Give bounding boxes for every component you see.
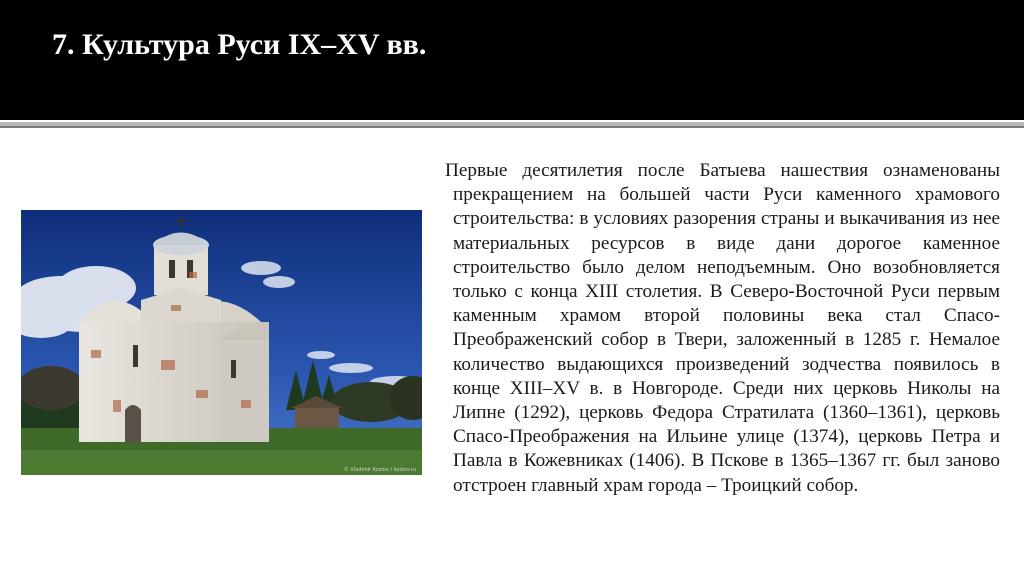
header-divider-shadow <box>0 126 1024 128</box>
slide-header <box>0 0 1024 120</box>
church-photo <box>21 210 422 475</box>
slide-title: 7. Культура Руси IX–XV вв. <box>52 28 427 61</box>
photo-watermark: © Vladimir Kozlov / kozlov.ru <box>343 467 416 473</box>
body-paragraph: Первые десятилетия после Батыева нашествия ознаменованы прекращением на большей части Руси каменного храмового строительства: в условиях разорения страны и выкачивания из нее материальных ресурсов в виде дани дорогое каменное строительство было делом неподъемным. Оно возобновляется только с конца XIII столетия. В Северо-Восточной Руси первым каменным храмом второй половины века стал Спасо-Преображенский собор в Твери, заложенный в 1285 г. Немалое количество выдающихся произведений зодчества появилось в конце XIII–XV в. в Новгороде. Среди них церковь Николы на Липне (1292), церковь Федора Стратилата (1360–1361), церковь Спасо-Преображения на Ильине улице (1374), церковь Петра и Павла в Кожевниках (1406). В Пскове в 1365–1367 гг. был заново отстроен главный храм города – Троицкий собор. <box>445 160 1000 496</box>
